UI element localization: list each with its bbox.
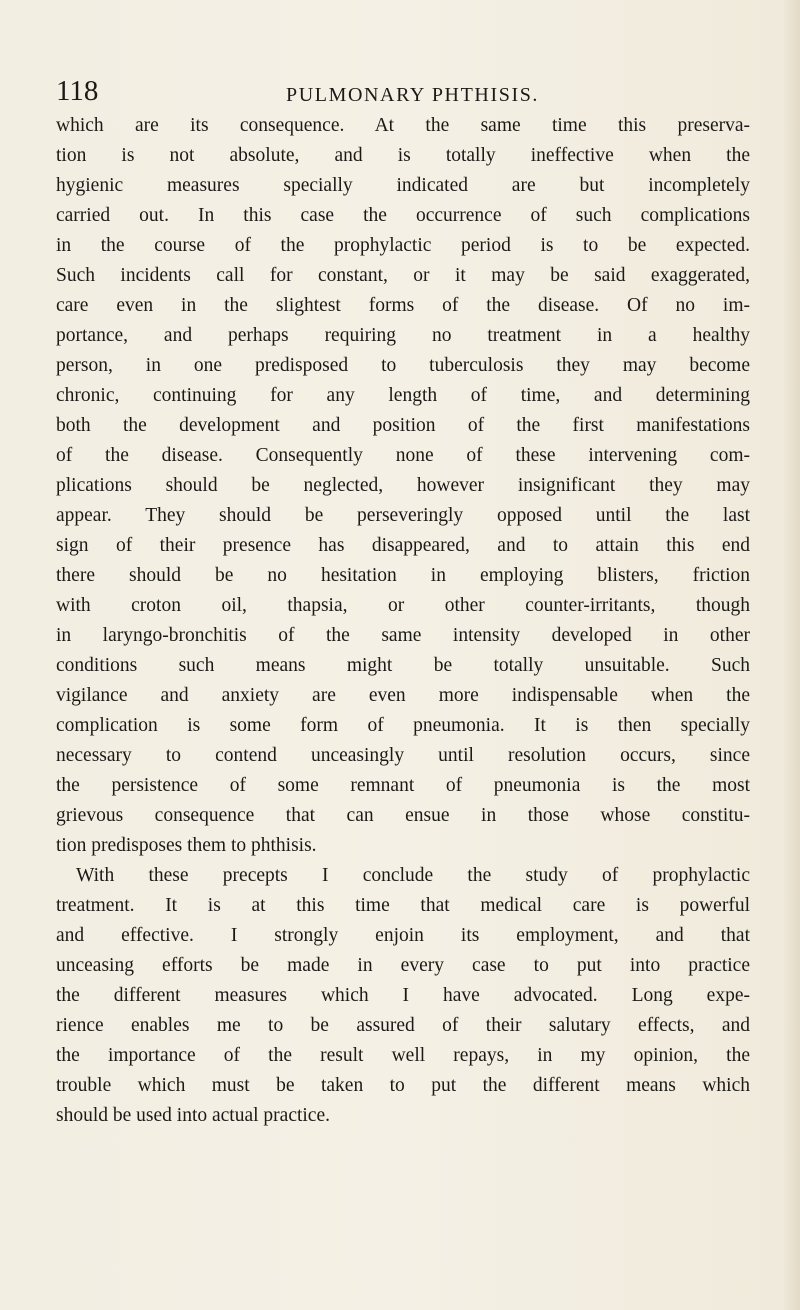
text-line: unceasing efforts be made in every case to put into practice <box>56 955 750 976</box>
text-line: conditions such means might be totally unsuitable. Such <box>56 655 750 676</box>
body-text <box>56 111 750 1131</box>
text-line: the importance of the result well repays, in my opinion, the <box>56 1045 750 1066</box>
text-line: should be used into actual practice. <box>56 1105 330 1126</box>
text-line: necessary to contend unceasingly until resolution occurs, since <box>56 745 750 766</box>
text-line: Such incidents call for constant, or it may be said exaggerated, <box>56 265 750 286</box>
text-line: chronic, continuing for any length of time, and determining <box>56 385 750 406</box>
text-line: person, in one predisposed to tuberculosis they may become <box>56 355 750 376</box>
text-line: sign of their presence has disappeared, and to attain this end <box>56 535 750 556</box>
text-line: both the development and position of the first manifestations <box>56 415 750 436</box>
text-line: the persistence of some remnant of pneumonia is the most <box>56 775 750 796</box>
text-line: tion predisposes them to phthisis. <box>56 835 317 856</box>
text-line: appear. They should be perseveringly opposed until the last <box>56 505 750 526</box>
text-line: carried out. In this case the occurrence of such complications <box>56 205 750 226</box>
text-line: treatment. It is at this time that medical care is powerful <box>56 895 750 916</box>
text-line: vigilance and anxiety are even more indispensable when the <box>56 685 750 706</box>
running-head: PULMONARY PHTHISIS. <box>286 84 540 106</box>
text-line: complication is some form of pneumonia. It is then specially <box>56 715 750 736</box>
text-line: which are its consequence. At the same time this preserva- <box>56 115 750 136</box>
text-line: grievous consequence that can ensue in those whose constitu- <box>56 805 750 826</box>
text-line: portance, and perhaps requiring no treatment in a healthy <box>56 325 750 346</box>
text-line: of the disease. Consequently none of these intervening com- <box>56 445 750 466</box>
page-header <box>56 74 746 108</box>
page-edge-shadow <box>782 0 800 1310</box>
text-line: tion is not absolute, and is totally ineffective when the <box>56 145 750 166</box>
text-line: care even in the slightest forms of the disease. Of no im- <box>56 295 750 316</box>
text-line: there should be no hesitation in employing blisters, friction <box>56 565 750 586</box>
text-line: plications should be neglected, however insignificant they may <box>56 475 750 496</box>
text-line: hygienic measures specially indicated are but incompletely <box>56 175 750 196</box>
page-number: 118 <box>56 75 99 107</box>
text-line: in the course of the prophylactic period is to be expected. <box>56 235 750 256</box>
text-line: trouble which must be taken to put the different means which <box>56 1075 750 1096</box>
text-line: rience enables me to be assured of their salutary effects, and <box>56 1015 750 1036</box>
text-line: in laryngo-bronchitis of the same intensity developed in other <box>56 625 750 646</box>
text-line: the different measures which I have advocated. Long expe- <box>56 985 750 1006</box>
text-line: with croton oil, thapsia, or other counter-irritants, though <box>56 595 750 616</box>
text-line: With these precepts I conclude the study of prophylactic <box>76 865 750 886</box>
text-line: and effective. I strongly enjoin its employment, and that <box>56 925 750 946</box>
